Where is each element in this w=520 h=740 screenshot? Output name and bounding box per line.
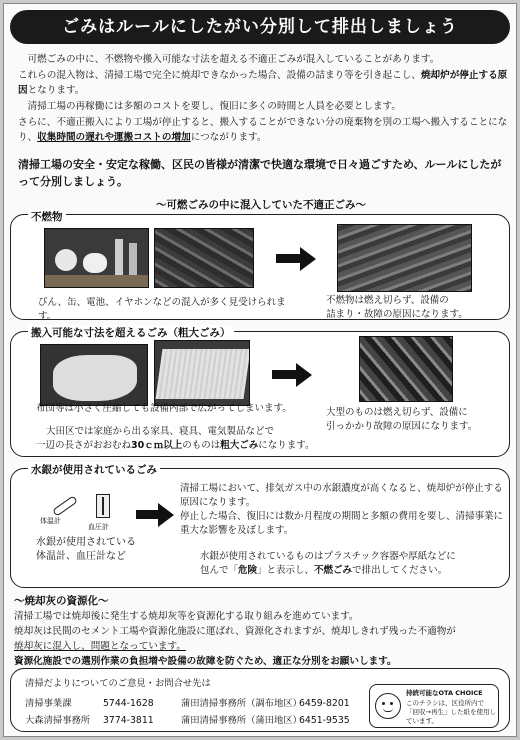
ash-line-2: 焼却灰は民間のセメント工場や資源化施設に運ばれ、資源化されますが、焼却しきれず残った不適物が [14, 626, 456, 637]
intro-text [18, 52, 508, 146]
section-incombustibles-title: 不燃物 [28, 209, 66, 224]
intro-line-4: さらに、不適正搬入により工場が停止すると、搬入することができない分の廃棄物を別の工場へ搬入する [18, 117, 469, 128]
contact-tel-2: 6459-8201 [299, 698, 350, 709]
intro-line-1: 可燃ごみの中に、不燃物や搬入可能な寸法を超える不適正ごみが混入していることがあります。 [27, 54, 440, 65]
intro-line-3: 清掃工場の再稼働には多額のコストを要し、復旧に多くの時間と人員を必要とします。 [27, 101, 401, 112]
arrow-right-icon-3 [136, 510, 160, 519]
caption-incombustibles-left: びん、缶、電池、イヤホンなどの混入が多く見受けられます。 [38, 297, 286, 322]
intro-line-2: これらの混入物は、清掃工場で完全に焼却できなかった場合、設備の詰まり等を引き起こし、 [18, 70, 421, 81]
intro-line-5-end: につながります。 [190, 132, 267, 143]
mercury-text-1: 清掃工場において、排気ガス中の水銀濃度が高くなると、焼却炉が停止する [180, 483, 503, 494]
caption-oversized-left: 布団等は小さく圧縮しても設備内部で広がってしまいます。 [36, 403, 292, 414]
caption-incombustibles-right [326, 294, 506, 322]
mercury-text-2: 原因になります。 [180, 497, 256, 508]
contact-tel-1: 5744-1628 [103, 698, 154, 709]
caption-incombustibles-right-2: 詰まり・故障の原因になります。 [326, 309, 468, 320]
thermometer-label: 体温計 [40, 517, 61, 525]
oversized-note-size: 30ｃｍ以上 [131, 440, 183, 451]
section-mercury-title: 水銀が使用されているごみ [28, 462, 160, 477]
photo-stuck-furniture [359, 336, 453, 402]
mercury-note-category: 不燃ごみ [314, 565, 353, 576]
mercury-note-2-mid: 」と表示し、 [257, 565, 315, 576]
photo-clogged-equipment [337, 224, 472, 292]
arrow-right-icon [276, 254, 302, 263]
caption-oversized-right-1: 大型のものは燃え切らず、設備に [326, 407, 468, 418]
page-title: ごみはルールにしたがい分別して排出しましょう [10, 10, 510, 44]
recycled-paper-stamp [369, 684, 499, 728]
oversized-note-category: 粗大ごみ [220, 440, 259, 451]
ash-recycling [14, 594, 510, 669]
intro-line-2-end: となります。 [27, 85, 85, 96]
arrow-head-icon-3 [158, 503, 174, 527]
arrow-head-icon-2 [296, 363, 312, 387]
caption-mercury-left-2: 体温計、血圧計など [36, 551, 126, 562]
ash-line-4: 資源化施設での選別作業の負担増や設備の故障を防ぐため、適正な分別をお願いします。 [14, 656, 397, 667]
intro-line-5-emph: 収集時間の遅れや運搬コストの増加 [37, 132, 191, 143]
mercury-note-2-pre: 包んで「 [200, 565, 239, 576]
mercury-text-3: 停止した場合、復旧には数か月程度の期間と多額の費用を要し、清掃事業に [180, 511, 504, 522]
contact-tel-4: 6451-9535 [299, 715, 350, 726]
contact-name-4: 蒲田清掃事務所（蒲田地区） [181, 715, 302, 726]
intro-line-5-pre: ことになり、 [18, 117, 508, 143]
contact-tel-3: 3774-3811 [103, 715, 154, 726]
section-heading: ～可燃ごみの中に混入していた不適正ごみ～ [156, 199, 366, 211]
mercury-explanation [180, 482, 505, 538]
stamp-title: 持続可能なOTA CHOICE [406, 689, 483, 697]
caption-mercury-left [36, 536, 156, 564]
mercury-note-2-end: で排出してください。 [352, 565, 448, 576]
contact-name-2: 蒲田清掃事務所（調布地区） [181, 698, 302, 709]
blood-pressure-meter-icon [96, 494, 110, 518]
ash-heading: ～焼却灰の資源化～ [14, 595, 109, 607]
caption-mercury-left-1: 水銀が使用されている [36, 537, 136, 548]
section-oversized-title: 搬入可能な寸法を超えるごみ（粗大ごみ） [28, 325, 234, 340]
ash-line-1: 清掃工場では焼却後に発生する焼却灰等を資源化する取り組みを進めています。 [14, 611, 359, 622]
oversized-note-line-1: 大田区では家庭から出る家具、寝具、電気製品などで [46, 426, 275, 437]
arrow-right-icon-2 [272, 370, 298, 379]
photo-bottles-cans [44, 228, 149, 288]
caption-incombustibles-right-1: 不燃物は燃え切らず、設備の [326, 295, 449, 306]
flyer-sheet [3, 3, 517, 737]
oversized-note-line-2-mid: のものは [182, 440, 221, 451]
lead-statement: 清掃工場の安全・安定な稼働、区民の皆様が清潔で快適な環境で日々過ごすため、ルールにしたがって分別しましょう。 [18, 158, 502, 188]
mascot-logo-icon [375, 693, 401, 719]
mercury-note-1: 水銀が使用されているものはプラスチック容器や厚紙などに [200, 551, 456, 562]
contact-name-3: 大森清掃事務所 [25, 715, 91, 726]
stamp-text: このチラシは、区役所内で「回収→再生」した紙を使用しています。 [406, 699, 496, 725]
ash-line-3: 焼却灰に混入し、問題となっています。 [14, 641, 186, 652]
photo-mixed-debris [154, 228, 254, 288]
oversized-rule-note [36, 425, 336, 453]
contact-heading: 清掃だよりについてのご意見・お問合せ先は [25, 678, 211, 689]
blood-pressure-label: 血圧計 [88, 523, 109, 531]
contact-name-1: 清掃事業課 [25, 698, 72, 709]
caption-oversized-right [326, 406, 506, 434]
mercury-disposal-note [200, 550, 506, 578]
oversized-note-line-2-end: になります。 [258, 440, 315, 451]
photo-compressed-futon [40, 344, 148, 406]
photo-spread-futon [154, 340, 250, 406]
mercury-note-danger: 危険 [238, 565, 258, 576]
intro-line-2-emph: 焼却炉が停止する原因 [18, 70, 508, 96]
oversized-note-line-2-pre: 一辺の長さがおおむね [36, 440, 132, 451]
caption-oversized-right-2: 引っかかり故障の原因になります。 [326, 421, 478, 432]
arrow-head-icon [300, 247, 316, 271]
mercury-text-4: 重大な影響を及ぼします。 [180, 525, 294, 536]
